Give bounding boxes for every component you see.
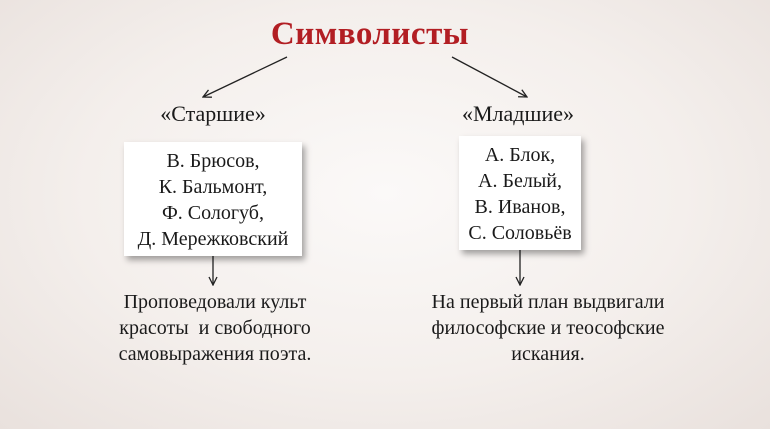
description-line: Проповедовали культ: [123, 291, 307, 313]
elder-description: [100, 289, 330, 367]
poet-name: А. Белый,: [478, 170, 562, 192]
poet-name: А. Блок,: [484, 144, 556, 166]
diagram-title: Символисты: [270, 16, 470, 52]
poet-name: В. Брюсов,: [166, 150, 260, 172]
younger-poets-box: [459, 136, 581, 250]
description-line: На первый план выдвигали: [431, 291, 665, 313]
poet-name: К. Бальмонт,: [158, 176, 268, 198]
elder-poets-box: [124, 142, 302, 256]
poet-name: Ф. Сологуб,: [162, 202, 264, 224]
group-label-younger: «Младшие»: [462, 101, 574, 126]
poet-name: Д. Мережковский: [137, 228, 289, 250]
group-label-elder: «Старшие»: [160, 101, 266, 126]
description-line: красоты и свободного: [119, 317, 311, 339]
description-line: самовыражения поэта.: [118, 343, 312, 365]
description-line: философские и теософские: [431, 317, 665, 339]
description-line: искания.: [511, 343, 585, 365]
poet-name: С. Соловьёв: [468, 222, 572, 244]
poet-name: В. Иванов,: [474, 196, 566, 218]
younger-description: [398, 289, 698, 367]
arrow-to-younger: [452, 57, 527, 97]
arrow-to-elder: [203, 57, 287, 97]
